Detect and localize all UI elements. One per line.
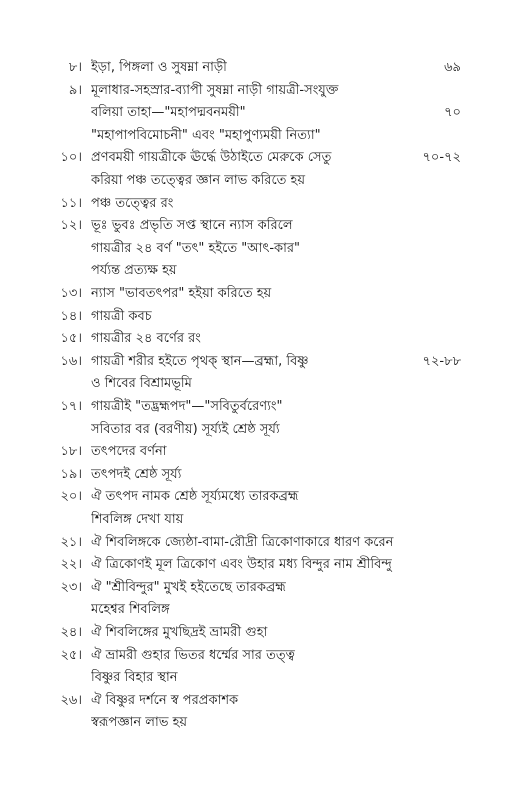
entry-text-line: ঐ তৎপদ নামক শ্রেষ্ঠ সূর্য্যমধ্যে তারকব্রহ্ম [91,489,299,505]
toc-entry [0,351,515,396]
entry-text-line: সবিতার বর (বরণীয়) সূর্য্যই শ্রেষ্ঠ সূর্য্য [91,421,280,437]
entry-number: ১৯। [60,466,82,482]
toc-entry [0,57,515,80]
toc-entry [0,215,515,283]
page-number: ৭২-৮৮ [422,353,461,369]
entry-text-line: বলিয়া তাহা—"মহাপদ্মবনময়ী" [91,105,246,121]
entry-number: ১৭। [60,399,82,414]
entry-number: ২১। [60,534,82,550]
entry-text-line: ঐ শিবলিঙ্গকে জ্যেষ্ঠা-বামা-রৌদ্রী ত্রিকোণাকারে ধারণ করেন [91,534,394,550]
entry-number: ২৫। [60,647,82,663]
entry-text-line: গায়ত্রীই "তদ্ভ্রহ্মপদ"—"সবিতুর্বরেণ্যং" [91,399,283,414]
entry-number: ১৪। [60,308,82,324]
entry-text-line: মহেশ্বর শিবলিঙ্গ [91,602,170,618]
entry-text-line: গায়ত্রী শরীর হইতে পৃথক্ স্থান—ব্রহ্মা, বিষ্ণু [91,353,309,369]
page-number: ৬৯ [444,60,461,75]
toc-entry [0,306,515,329]
entry-text-line: পঞ্চ তত্ত্বের রং [91,195,174,211]
toc-entry [0,193,515,216]
toc-entry [0,532,515,555]
entry-number: ২০। [60,489,82,505]
page-number: ৭০ [444,105,461,121]
entry-number: ১১। [60,195,82,211]
entry-text-line: ঐ বিষ্ণুর দর্শনে স্ব পরপ্রকাশক [91,692,239,708]
toc-entry [0,577,515,622]
toc-entry [0,486,515,531]
entry-number: ১৫। [60,331,82,347]
entry-text-line: ন্যাস "ভাবতৎপর" হইয়া করিতে হয় [91,286,272,301]
entry-text-line: ইড়া, পিঙ্গলা ও সুষম্না নাড়ী [91,60,227,75]
entry-text-line: করিয়া পঞ্চ তত্ত্বের জ্ঞান লাভ করিতে হয় [91,172,306,188]
entry-text-line: ঐ ভ্রামরী গুহার ভিতর ধর্ম্মের সার তত্ত্ব [91,647,295,663]
toc-entry [0,464,515,487]
entry-number: ১৮। [60,444,82,460]
entry-text-line: গায়ত্রী কবচ [91,308,152,324]
entry-number: ১০। [60,150,82,166]
entry-text-line: বিষ্ণুর বিহার স্থান [91,670,178,686]
entry-text-line: তৎপদের বর্ণনা [91,444,167,460]
entry-number: ২২। [60,557,82,573]
toc-entry [0,80,515,148]
entry-text-line: "মহাপাপবিমোচনী" এবং "মহাপুণ্যময়ী নিত্যা" [91,127,321,143]
entry-text-line: মূলাধার-সহস্রার-ব্যাপী সুষম্না নাড়ী গায়ত্রী-সংযুক্ত [91,82,339,98]
toc-entry [0,396,515,441]
entry-text-line: ভূঃ ভুবঃ প্রভৃতি সপ্ত স্থানে ন্যাস করিলে [91,218,293,234]
entry-text-line: ঐ শিবলিঙ্গের মুখছিদ্রই ভ্রামরী গুহা [91,625,268,640]
toc-entry [0,554,515,577]
toc-entry [0,622,515,645]
entry-text-line: ও শিবের বিশ্রামভূমি [91,376,192,392]
toc-entry [0,645,515,690]
entry-number: ২৩। [60,579,82,595]
entry-text-line: স্বরূপজ্ঞান লাভ হয় [91,715,188,731]
entry-number: ৮। [68,60,82,75]
entry-text-line: পর্য্যন্ত প্রত্যক্ষ হয় [91,263,177,279]
entry-text-line: গায়ত্রীর ২৪ বর্ণের রং [91,331,201,347]
entry-text-line: তৎপদই শ্রেষ্ঠ সূর্য্য [91,466,182,482]
toc-entry [0,441,515,464]
toc-entry [0,283,515,306]
entry-text-line: প্রণবময়ী গায়ত্রীকে ঊর্দ্ধে উঠাইতে মেরুকে সেতু [91,150,332,166]
toc-entry [0,147,515,192]
toc-entry [0,328,515,351]
entry-number: ১৬। [60,353,82,369]
entry-number: ২৪। [60,625,82,640]
toc-entry [0,690,515,735]
entry-text-line: গায়ত্রীর ২৪ বর্ণ "তৎ" হইতে "আৎ-কার" [91,240,301,256]
entry-number: ৯। [68,82,82,98]
entry-text-line: শিবলিঙ্গ দেখা যায় [91,511,184,527]
page-number: ৭০-৭২ [422,150,461,166]
entry-number: ১২। [60,218,82,234]
entry-text-line: ঐ "শ্রীবিন্দুর" মুখই হইতেছে তারকব্রহ্ম [91,579,286,595]
entry-number: ২৬। [60,692,82,708]
entry-text-line: ঐ ত্রিকোণই মূল ত্রিকোণ এবং উহার মধ্য বিন্দুর নাম শ্রীবিন্দু [91,557,392,573]
entry-number: ১৩। [60,286,82,301]
